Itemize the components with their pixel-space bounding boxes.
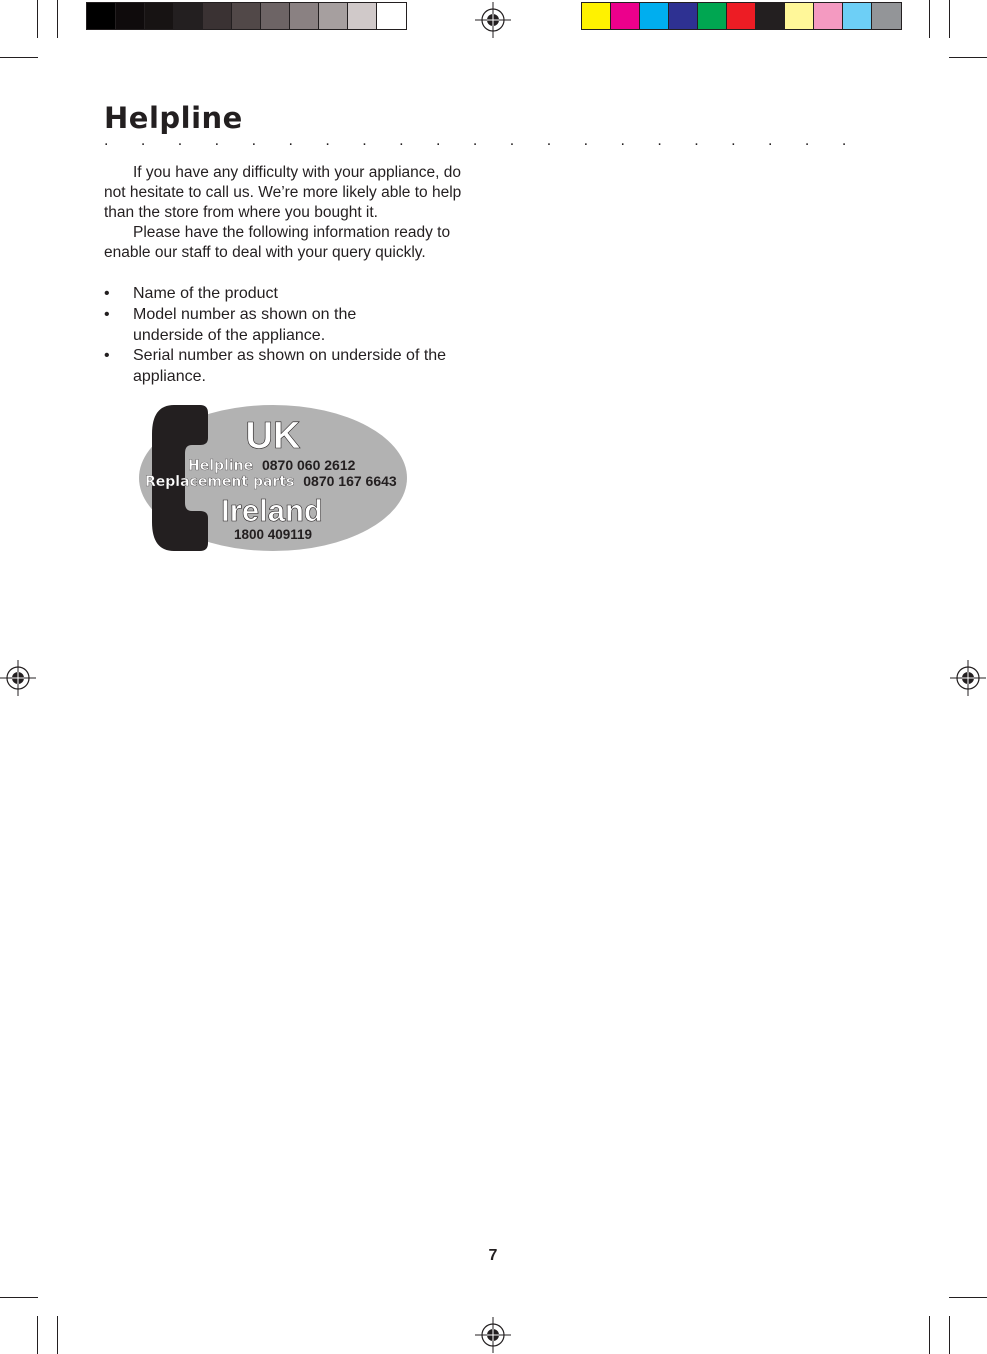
bullet-symbol: • <box>104 285 110 302</box>
list-item <box>104 284 464 305</box>
helpline-line <box>188 457 356 474</box>
info-paragraph-text: Please have the following information ready to enable our staff to deal with your query quickly. <box>104 224 451 261</box>
intro-paragraph <box>104 163 464 223</box>
color-swatch <box>232 3 261 29</box>
list-item <box>104 346 453 388</box>
color-swatch <box>174 3 203 29</box>
color-swatch <box>611 3 640 29</box>
color-swatch <box>203 3 232 29</box>
required-info-list <box>104 284 464 388</box>
color-swatch <box>785 3 814 29</box>
color-swatch <box>261 3 290 29</box>
list-item-text: Model number as shown on the underside of the appliance. <box>133 305 357 344</box>
color-swatch <box>87 3 116 29</box>
color-swatch <box>319 3 348 29</box>
process-color-bar <box>581 2 902 30</box>
page-number: 7 <box>488 1247 498 1264</box>
color-swatch <box>756 3 785 29</box>
helpline-number: 0870 060 2612 <box>261 457 356 473</box>
bullet-symbol: • <box>104 347 110 365</box>
color-swatch <box>377 3 406 29</box>
bleed-line-right-top <box>949 0 950 38</box>
helpline-badge <box>136 402 410 554</box>
intro-paragraph-text: If you have any difficulty with your appliance, do not hesitate to call us. We’re more likely able to help than the store from where you bought it. <box>104 164 462 221</box>
info-paragraph <box>104 223 464 263</box>
color-swatch <box>145 3 174 29</box>
color-swatch <box>290 3 319 29</box>
replacement-parts-label: Replacement parts <box>145 474 295 490</box>
color-swatch <box>640 3 669 29</box>
dot-leader: . . . . . . . . . . . . . . . . . . . . . <box>104 132 861 149</box>
helpline-label: Helpline <box>188 458 254 474</box>
color-swatch <box>116 3 145 29</box>
color-swatch <box>669 3 698 29</box>
registration-mark-bottom-icon <box>475 1317 511 1353</box>
parts-line <box>145 473 397 490</box>
grey-color-bar <box>86 2 407 30</box>
list-item-text: Name of the product <box>133 285 278 302</box>
bleed-line-left-top <box>37 0 38 38</box>
color-swatch <box>698 3 727 29</box>
list-item-text: Serial number as shown on underside of the appliance. <box>133 347 447 386</box>
bleed-line-left-bottom <box>37 1316 38 1354</box>
bullet-symbol: • <box>104 305 110 323</box>
registration-mark-top-icon <box>475 2 511 38</box>
replacement-parts-number: 0870 167 6643 <box>303 473 397 489</box>
registration-mark-left-icon <box>0 660 36 696</box>
uk-label: UK <box>245 415 301 457</box>
registration-mark-right-icon <box>950 660 986 696</box>
color-swatch <box>814 3 843 29</box>
color-swatch <box>843 3 872 29</box>
ireland-number: 1800 409119 <box>233 527 313 542</box>
bleed-line-right-bottom <box>949 1316 950 1354</box>
color-swatch <box>727 3 756 29</box>
page-title: Helpline <box>104 101 243 135</box>
color-swatch <box>348 3 377 29</box>
ireland-label: Ireland <box>221 493 323 528</box>
list-item <box>104 305 403 347</box>
color-swatch <box>872 3 901 29</box>
color-swatch <box>582 3 611 29</box>
